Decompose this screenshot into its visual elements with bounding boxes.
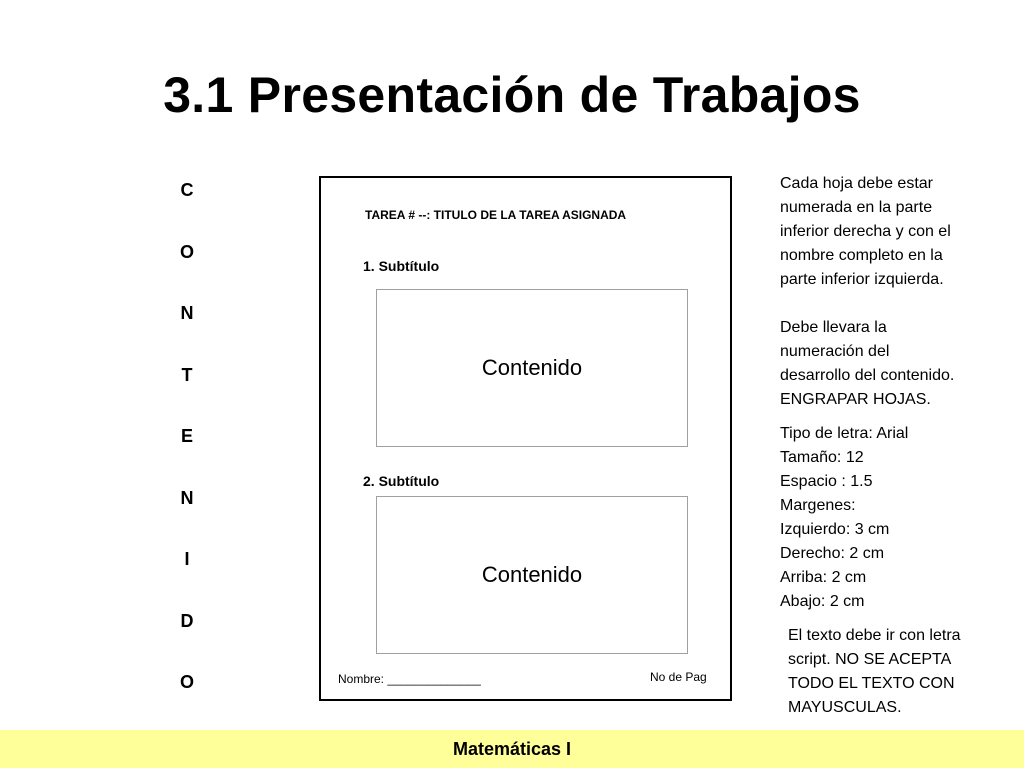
vertical-letter: T	[181, 364, 193, 385]
slide-title: 3.1 Presentación de Trabajos	[163, 67, 861, 123]
note-line: inferior derecha y con el	[780, 223, 951, 240]
note-line: Izquierdo: 3 cm	[780, 521, 890, 538]
note-line: El texto debe ir con letra	[788, 627, 961, 644]
note-format	[780, 422, 1000, 614]
footer-bar	[0, 730, 1024, 768]
content-label-2: Contenido	[481, 562, 583, 587]
content-label-1: Contenido	[481, 355, 583, 380]
vertical-letter: O	[179, 672, 194, 692]
vertical-letter: N	[180, 303, 194, 323]
subtitle-1: 1. Subtítulo	[363, 258, 440, 274]
vertical-letter: E	[180, 426, 193, 446]
note-line: script. NO SE ACEPTA	[788, 651, 952, 668]
subtitle-2: 2. Subtítulo	[363, 473, 440, 489]
vertical-letter: C	[180, 180, 194, 200]
content-box-2	[376, 496, 688, 654]
vertical-letter: N	[180, 487, 194, 508]
note-line: Cada hoja debe estar	[780, 175, 933, 192]
page-number-label: No de Pag	[650, 670, 707, 684]
footer-label: Matemáticas I	[452, 738, 572, 759]
note-line: Espacio : 1.5	[780, 473, 873, 490]
note-line: numerada en la parte	[780, 199, 933, 216]
note-line: Tipo de letra: Arial	[780, 425, 909, 442]
vertical-word-contenido	[176, 178, 198, 732]
vertical-letter: D	[180, 610, 194, 631]
note-line: Margenes:	[780, 497, 856, 514]
note-line: Tamaño: 12	[780, 449, 864, 466]
note-line: Debe llevara la	[780, 319, 887, 336]
note-line: desarrollo del contenido.	[780, 367, 955, 384]
note-line: TODO EL TEXTO CON	[788, 675, 955, 692]
note-numbering	[780, 172, 1000, 292]
note-line: nombre completo en la	[780, 247, 943, 264]
vertical-letter: I	[184, 549, 190, 569]
name-field: Nombre: ______________	[338, 672, 481, 686]
note-line: numeración del	[780, 343, 890, 360]
note-script	[788, 624, 1008, 720]
note-content-numbering	[780, 316, 1000, 412]
note-line: Derecho: 2 cm	[780, 545, 885, 562]
note-line: MAYUSCULAS.	[788, 699, 902, 716]
task-header: TAREA # --: TITULO DE LA TAREA ASIGNADA	[365, 208, 627, 222]
sample-page-frame	[319, 176, 732, 701]
content-box-1	[376, 289, 688, 447]
note-line: parte inferior izquierda.	[780, 271, 944, 288]
vertical-letter: O	[179, 241, 194, 262]
note-line: ENGRAPAR HOJAS.	[780, 391, 931, 408]
note-line: Abajo: 2 cm	[780, 593, 865, 610]
note-line: Arriba: 2 cm	[780, 569, 867, 586]
